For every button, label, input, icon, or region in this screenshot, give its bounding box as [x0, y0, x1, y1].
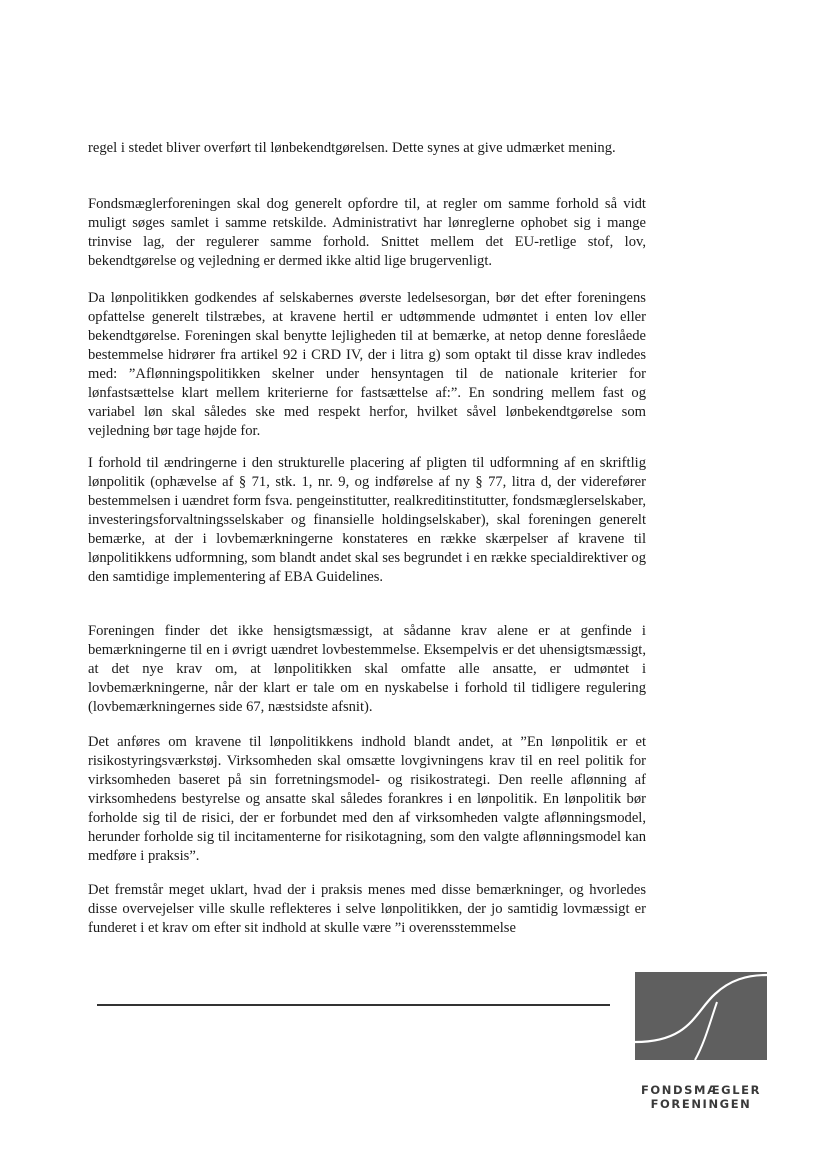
- footer-rule: [97, 1004, 610, 1006]
- paragraph-1-text: regel i stedet bliver overført til lønbekendtgørelsen. Dette synes at give udmærket mening.: [88, 140, 616, 156]
- paragraph-3-text: Da lønpolitikken godkendes af selskabernes øverste ledelsesorgan, bør det efter foreningens opfattelse generelt tilstræbes, at kravene hertil er udtømmende udmøntet i enten lov eller bekendtgørelse. Foreningen skal benytte lejligheden til at bemærke, at netop denne foreslåede bestemmelse hidrører fra artikel 92 i CRD IV, der i litra g) som optakt til disse krav indledes med: ”Aflønningspolitikken skelner under hensyntagen til de nationale kriterier for lønfastsættelse klart mellem kriterierne for fastsættelse af:”. En sondring mellem fast og variabel løn skal således ske med respekt herfor, hvilket såvel lønbekendtgørelse som vejledning bør tage højde for.: [88, 290, 646, 439]
- paragraph-3: [88, 289, 646, 441]
- paragraph-5: [88, 622, 646, 717]
- logo-curve-icon: [635, 972, 767, 1060]
- paragraph-6-text: Det anføres om kravene til lønpolitikkens indhold blandt andet, at ”En lønpolitik er et risikostyringsværkstøj. Virksomheden skal omsætte lovgivningens krav til en reel politik for virksomheden baseret på sin forretningsmodel- og risikostrategi. Den reelle aflønning af virksomhedens bestyrelse og ansatte skal således forankres i en lønpolitik. En lønpolitik bør forholde sig til de risici, der er forbundet med den af virksomheden valgte aflønningsmodel, herunder forholde sig til incitamenterne for risikotagning, som den valgte aflønningsmodel kan medføre i praksis”.: [88, 734, 646, 864]
- paragraph-2-text: Fondsmæglerforeningen skal dog generelt opfordre til, at regler om samme forhold så vidt muligt søges samlet i samme retskilde. Administrativt har lønreglerne ophobet sig i mange trinvise lag, der regulerer samme forhold. Snittet mellem det EU-retlige stof, lov, bekendtgørelse og vejledning er dermed ikke altid lige brugervenligt.: [88, 196, 646, 269]
- paragraph-6: [88, 733, 646, 866]
- fondsmaeglerforeningen-logo: [635, 972, 767, 1111]
- paragraph-7: [88, 881, 646, 938]
- paragraph-4-text: I forhold til ændringerne i den strukturelle placering af pligten til udformning af en skriftlig lønpolitik (ophævelse af § 71, stk. 1, nr. 9, og indførelse af ny § 77, litra d, der viderefører bestemmelsen i uændret form fsva. pengeinstitutter, realkreditinstitutter, fondsmæglerselskaber, investeringsforvaltningsselskaber og finansielle holdingselskaber), skal foreningen generelt bemærke, at der i lovbemærkningerne konstateres en række skærpelser af kravene til lønpolitikkens udformning, som blandt andet skal ses begrundet i en række specialdirektiver og den samtidige implementering af EBA Guidelines.: [88, 455, 646, 585]
- paragraph-1: [88, 139, 646, 158]
- paragraph-7-text: Det fremstår meget uklart, hvad der i praksis menes med disse bemærkninger, og hvorledes disse overvejelser ville skulle reflekteres i selve lønpolitikken, der jo samtidig lovmæssigt er funderet i et krav om efter sit indhold at skulle være ”i overensstemmelse: [88, 882, 646, 936]
- paragraph-4: [88, 454, 646, 587]
- logo-text: [635, 1083, 767, 1111]
- logo-line-2: FORENINGEN: [650, 1097, 752, 1111]
- logo-line-1: FONDSMÆGLER: [640, 1083, 762, 1097]
- paragraph-2: [88, 195, 646, 271]
- paragraph-5-text: Foreningen finder det ikke hensigtsmæssigt, at sådanne krav alene er at genfinde i bemærkningerne til en i øvrigt uændret lovbestemmelse. Eksempelvis er det uhensigtsmæssigt, at det nye krav om, at lønpolitikken skal omfatte alle ansatte, er udmøntet i lovbemærkningerne, når der klart er tale om en nyskabelse i forhold til tidligere regulering (lovbemærkningernes side 67, næstsidste afsnit).: [88, 623, 646, 715]
